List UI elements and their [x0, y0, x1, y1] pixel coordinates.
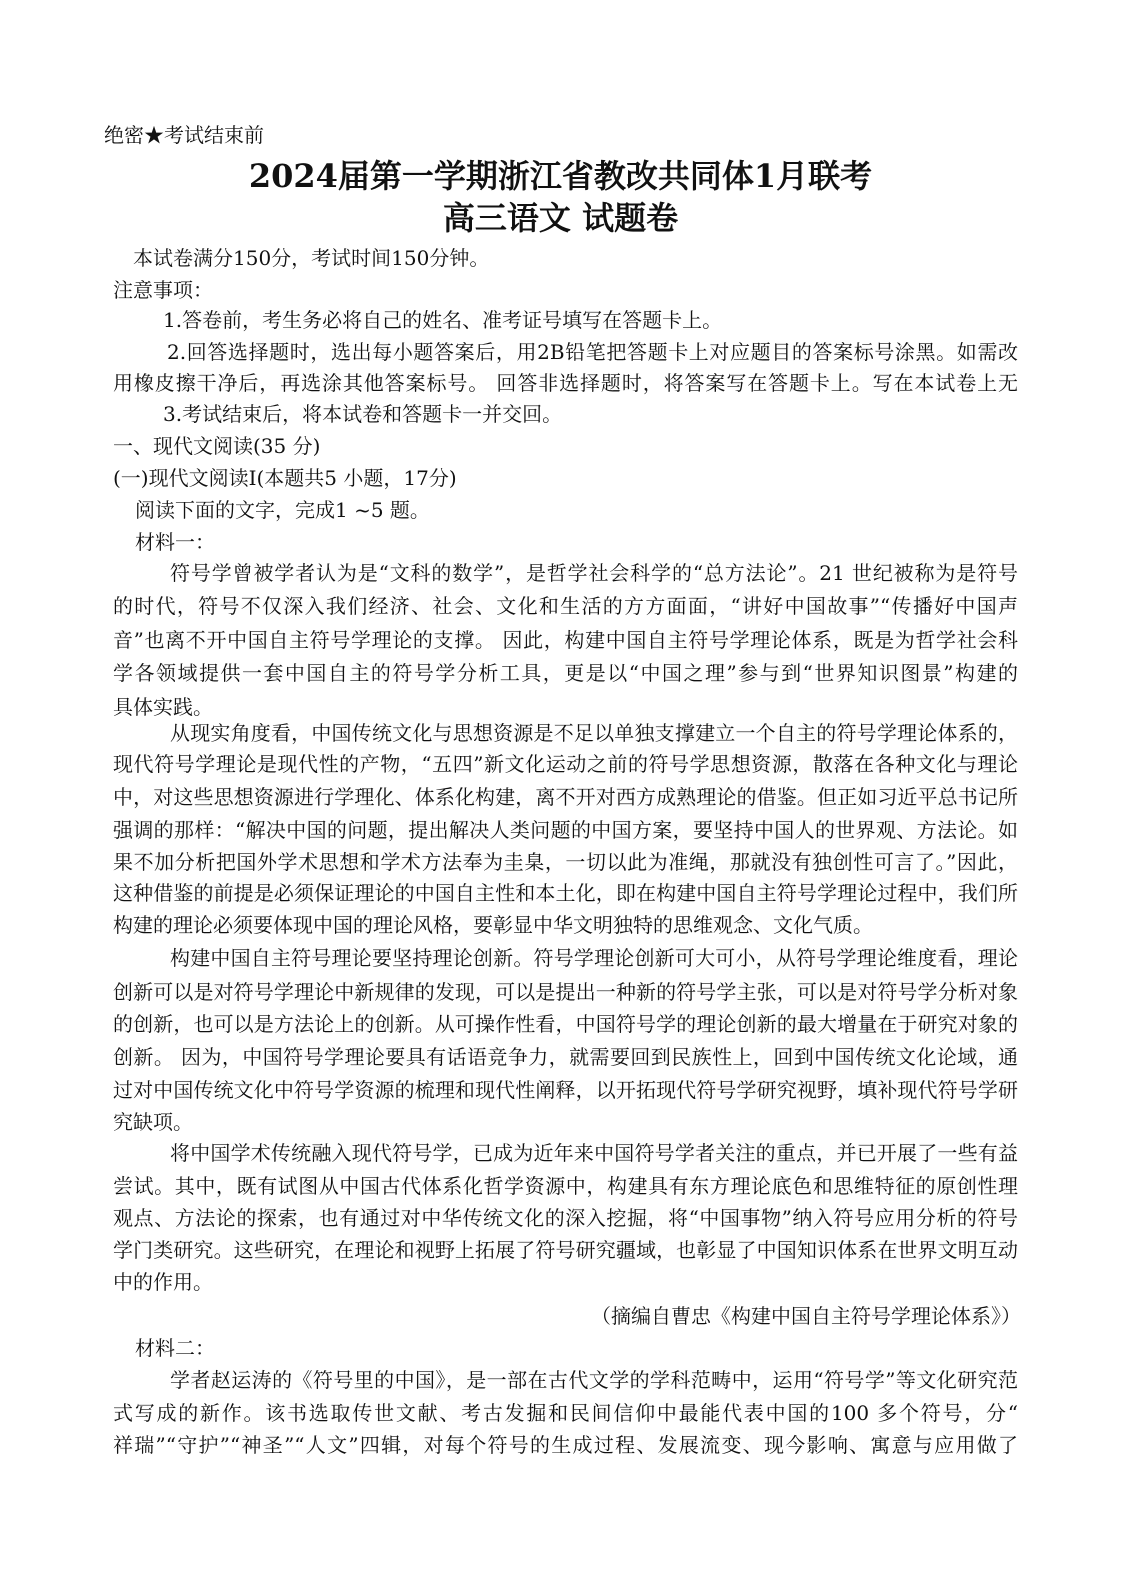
section-heading: 一、现代文阅读(35 分): [113, 434, 321, 458]
text-line: 创新。 因为，中国符号学理论要具有话语竞争力，就需要回到民族性上，回到中国传统文化论域，通: [113, 1045, 1018, 1069]
text-line: 尝试。其中，既有试图从中国古代体系化哲学资源中，构建具有东方理论底色和思维特征的原创性理: [113, 1174, 1018, 1198]
exam-title: 2024届第一学期浙江省教改共同体1月联考: [248, 157, 873, 195]
subsection-heading: (一)现代文阅读Ⅰ(本题共5 小题，17分): [113, 466, 457, 490]
text-line: 现代符号学理论是现代性的产物，“五四”新文化运动之前的符号学思想资源，散落在各种文化与理论: [113, 752, 1018, 776]
note-3: 3.考试结束后，将本试卷和答题卡一并交回。: [163, 402, 563, 426]
text-line: 学者赵运涛的《符号里的中国》，是一部在古代文学的学科范畴中，运用“符号学”等文化研究范: [170, 1368, 1018, 1392]
notes-title: 注意事项：: [113, 278, 213, 302]
text-line: 从现实角度看，中国传统文化与思想资源是不足以单独支撑建立一个自主的符号学理论体系的，: [170, 721, 1018, 745]
text-line: 构建的理论必须要体现中国的理论风格，要彰显中华文明独特的思维观念、文化气质。: [113, 913, 873, 937]
text-line: 果不加分析把国外学术思想和学术方法奉为圭臬，一切以此为准绳，那就没有独创性可言了。”因此，: [113, 850, 1018, 874]
material-2-label: 材料二：: [135, 1336, 215, 1360]
text-line: 音”也离不开中国自主符号学理论的支撑。 因此，构建中国自主符号学理论体系，既是为哲学社会科: [113, 628, 1018, 652]
text-line: 学门类研究。这些研究，在理论和视野上拓展了符号研究疆域，也彰显了中国知识体系在世界文明互动: [113, 1238, 1018, 1262]
text-line: 观点、方法论的探索，也有通过对中华传统文化的深入挖掘，将“中国事物”纳入符号应用分析的符号: [113, 1206, 1018, 1230]
text-line: 中，对这些思想资源进行学理化、体系化构建，离不开对西方成熟理论的借鉴。但正如习近平总书记所: [113, 785, 1018, 809]
note-2: 2.回答选择题时，选出每小题答案后，用2B铅笔把答题卡上对应题目的答案标号涂黑。如需改: [167, 340, 1018, 364]
source-citation: （摘编自曹忠《构建中国自主符号学理论体系》）: [591, 1304, 1021, 1328]
note-1: 1.答卷前，考生务必将自己的姓名、准考证号填写在答题卡上。: [163, 308, 723, 332]
text-line: 的创新，也可以是方法论上的创新。从可操作性看，中国符号学的理论创新的最大增量在于研究对象的: [113, 1012, 1018, 1036]
text-line: 具体实践。: [113, 695, 213, 719]
text-line: 构建中国自主符号理论要坚持理论创新。符号学理论创新可大可小，从符号学理论维度看，理论: [170, 946, 1018, 970]
text-line: 强调的那样：“解决中国的问题，提出解决人类问题的中国方案，要坚持中国人的世界观、方法论。如: [113, 818, 1018, 842]
text-line: 符号学曾被学者认为是“文科的数学”，是哲学社会科学的“总方法论”。21 世纪被称为是符号: [170, 561, 1018, 585]
text-line: 创新可以是对符号学理论中新规律的发现，可以是提出一种新的符号学主张，可以是对符号学分析对象: [113, 980, 1018, 1004]
text-line: 式写成的新作。该书选取传世文献、考古发掘和民间信仰中最能代表中国的100 多个符号，分“: [113, 1401, 1018, 1425]
reading-instruction: 阅读下面的文字，完成1 ~5 题。: [135, 498, 430, 522]
exam-subtitle: 高三语文 试题卷: [442, 199, 679, 237]
text-line: 祥瑞”“守护”“神圣”“人文”四辑，对每个符号的生成过程、发展流变、现今影响、寓意与应用做了: [113, 1433, 1018, 1457]
text-line: 中的作用。: [113, 1270, 213, 1294]
material-1-label: 材料一：: [135, 530, 215, 554]
note-2-cont: 用橡皮擦干净后，再选涂其他答案标号。 回答非选择题时，将答案写在答题卡上。写在本试卷上无: [113, 371, 1018, 395]
score-info: 本试卷满分150分，考试时间150分钟。: [133, 246, 490, 270]
text-line: 过对中国传统文化中符号学资源的梳理和现代性阐释，以开拓现代符号学研究视野，填补现代符号学研: [113, 1078, 1018, 1102]
text-line: 这种借鉴的前提是必须保证理论的中国自主性和本土化，即在构建中国自主符号学理论过程中，我们所: [113, 881, 1018, 905]
confidential-label: 绝密★考试结束前: [104, 123, 264, 147]
text-line: 将中国学术传统融入现代符号学，已成为近年来中国符号学者关注的重点，并已开展了一些有益: [170, 1141, 1018, 1165]
text-line: 的时代，符号不仅深入我们经济、社会、文化和生活的方方面面，“讲好中国故事”“传播好中国声: [113, 594, 1018, 618]
text-line: 学各领域提供一套中国自主的符号学分析工具，更是以“中国之理”参与到“世界知识图景”构建的: [113, 661, 1018, 685]
text-line: 究缺项。: [113, 1110, 193, 1134]
